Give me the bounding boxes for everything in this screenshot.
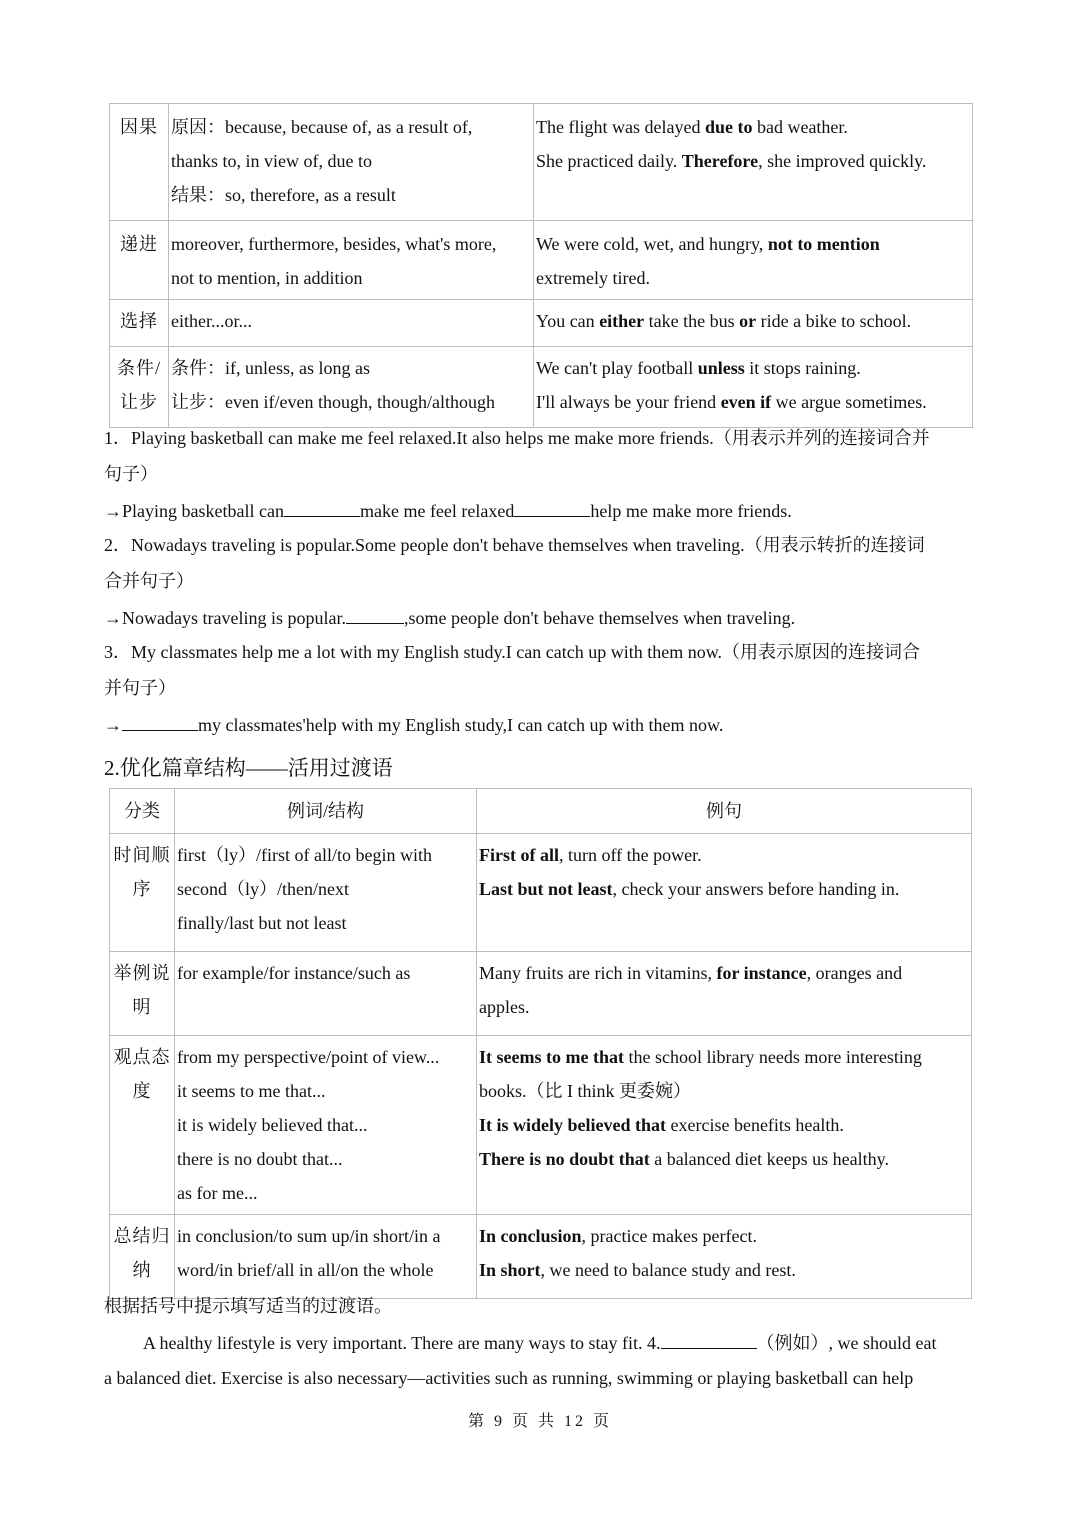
- example-text: , we need to balance study and rest.: [540, 1260, 796, 1280]
- keyword: Last but not least: [479, 879, 613, 899]
- words-cell: [175, 834, 477, 952]
- answer-text: help me make more friends.: [590, 501, 792, 521]
- example-text: You can: [536, 311, 600, 331]
- answer-text: →: [104, 715, 122, 735]
- example-sentence: [479, 1040, 969, 1074]
- category-cell: [110, 834, 175, 952]
- example-text: bad weather.: [752, 117, 848, 137]
- answer-blank-1[interactable]: [284, 498, 360, 517]
- table-row: [110, 300, 973, 347]
- word-item: not to mention, in addition: [171, 268, 363, 288]
- keyword: even if: [720, 392, 772, 412]
- table-row: [110, 347, 973, 428]
- example-text: She practiced daily.: [536, 151, 682, 171]
- answer-blank-5[interactable]: [661, 1330, 757, 1349]
- word-item: for example/for instance/such as: [177, 963, 411, 983]
- section-heading: 2.优化篇章结构——活用过渡语: [104, 756, 393, 780]
- word-item: it is widely believed that...: [177, 1115, 368, 1135]
- example-sentence: [536, 304, 970, 338]
- example-cell: [477, 952, 972, 1036]
- category-label: 让步: [120, 392, 158, 412]
- example-sentence: [479, 1219, 969, 1253]
- category-label: 时间顺: [113, 845, 171, 865]
- example-text: apples.: [479, 997, 530, 1017]
- passage-instruction: 根据括号中提示填写适当的过渡语。: [104, 1296, 392, 1316]
- word-item: 条件：if, unless, as long as: [171, 358, 370, 378]
- passage-line-2: a balanced diet. Exercise is also necessary—activities such as running, swimming or playing basketball can help: [104, 1368, 914, 1388]
- example-text: , turn off the power.: [558, 845, 702, 865]
- category-cell: [110, 104, 169, 221]
- category-cell: [110, 221, 169, 300]
- category-label: 观点态: [113, 1047, 171, 1067]
- exercise-2-prompt-cont: 合并句子）: [104, 571, 194, 591]
- words-cell: [169, 300, 534, 347]
- example-sentence: [536, 110, 970, 144]
- example-text: the school library needs more interesting: [623, 1047, 922, 1067]
- category-label: 递进: [120, 234, 158, 254]
- keyword: In conclusion: [479, 1226, 582, 1246]
- example-sentence: [479, 872, 969, 906]
- example-text: a balanced diet keeps us healthy.: [649, 1149, 889, 1169]
- example-sentence: [479, 1142, 969, 1176]
- example-cell: [534, 221, 973, 300]
- exercise-1-prompt: 1．Playing basketball can make me feel relaxed.It also helps me make more friends.（用表示并列的连接词合并: [104, 428, 930, 448]
- keyword: It is widely believed that: [479, 1115, 666, 1135]
- example-sentence: [479, 1253, 969, 1287]
- keyword: Therefore: [681, 151, 759, 171]
- words-cell: [175, 1215, 477, 1299]
- word-item: there is no doubt that...: [177, 1149, 343, 1169]
- example-sentence: [536, 144, 970, 178]
- word-item: word/in brief/all in all/on the whole: [177, 1260, 434, 1280]
- table-row: [110, 221, 973, 300]
- exercise-3-answer: [104, 711, 723, 739]
- words-cell: [175, 952, 477, 1036]
- answer-text: →Playing basketball can: [104, 501, 284, 521]
- table-row: [110, 104, 973, 221]
- category-label: 总结归: [113, 1226, 171, 1246]
- category-label: 选择: [120, 311, 158, 331]
- example-text: We were cold, wet, and hungry,: [536, 234, 768, 254]
- words-cell: [169, 104, 534, 221]
- word-item: either...or...: [171, 311, 252, 331]
- word-item: 原因：because, because of, as a result of,: [171, 117, 473, 137]
- exercise-3-prompt-cont: 并句子）: [104, 678, 176, 698]
- keyword: either: [599, 311, 645, 331]
- word-item: finally/last but not least: [177, 913, 347, 933]
- category-cell: [110, 1215, 175, 1299]
- example-sentence: [536, 385, 970, 419]
- answer-text: →Nowadays traveling is popular.: [104, 608, 346, 628]
- category-cell: [110, 1036, 175, 1215]
- connectives-table: [109, 103, 973, 428]
- example-text: Many fruits are rich in vitamins,: [479, 963, 717, 983]
- example-sentence: [536, 351, 970, 385]
- example-text: books.（比 I think 更委婉）: [479, 1081, 692, 1101]
- exercise-1-prompt-cont: 句子）: [104, 464, 158, 484]
- exercise-2-prompt: 2．Nowadays traveling is popular.Some people don't behave themselves when traveling.（用表示转折的连接词: [104, 535, 925, 555]
- keyword: not to mention: [767, 234, 880, 254]
- keyword: due to: [704, 117, 753, 137]
- example-sentence: [479, 838, 969, 872]
- category-cell: [110, 300, 169, 347]
- table-row: [110, 1215, 972, 1299]
- example-sentence: [536, 227, 970, 261]
- answer-blank-4[interactable]: [122, 712, 198, 731]
- exercise-2-answer: [104, 604, 795, 632]
- example-cell: [534, 300, 973, 347]
- words-cell: [169, 221, 534, 300]
- table-header-row: [110, 789, 972, 834]
- keyword: First of all: [479, 845, 559, 865]
- table-row: [110, 952, 972, 1036]
- word-item: it seems to me that...: [177, 1081, 326, 1101]
- answer-blank-3[interactable]: [346, 605, 404, 624]
- word-item: thanks to, in view of, due to: [171, 151, 372, 171]
- passage-text: A healthy lifestyle is very important. There are many ways to stay fit. 4.: [143, 1333, 661, 1353]
- category-cell: [110, 952, 175, 1036]
- word-item: as for me...: [177, 1183, 258, 1203]
- category-label: 举例说: [113, 963, 171, 983]
- category-cell: [110, 347, 169, 428]
- example-cell: [534, 347, 973, 428]
- word-item: second（ly）/then/next: [177, 879, 349, 899]
- example-text: , practice makes perfect.: [581, 1226, 757, 1246]
- example-cell: [477, 1215, 972, 1299]
- example-text: The flight was delayed: [536, 117, 705, 137]
- word-item: 结果：so, therefore, as a result: [171, 185, 396, 205]
- keyword: It seems to me that: [479, 1047, 624, 1067]
- category-label: 明: [132, 997, 152, 1017]
- header-category: 分类: [110, 789, 175, 834]
- word-item: 让步：even if/even though, though/although: [171, 392, 495, 412]
- example-sentence: [479, 956, 969, 990]
- word-item: first（ly）/first of all/to begin with: [177, 845, 432, 865]
- answer-text: ,some people don't behave themselves when traveling.: [403, 608, 796, 628]
- example-text: exercise benefits health.: [666, 1115, 844, 1135]
- example-cell: [477, 1036, 972, 1215]
- example-cell: [477, 834, 972, 952]
- page-number: 第 9 页 共 12 页: [467, 1413, 612, 1430]
- example-text: I'll always be your friend: [536, 392, 721, 412]
- example-sentence: [536, 261, 970, 295]
- exercise-3-prompt: 3．My classmates help me a lot with my English study.I can catch up with them now.（用表示原因的连接词合: [104, 642, 921, 662]
- category-label: 条件/: [116, 358, 161, 378]
- word-item: moreover, furthermore, besides, what's more,: [171, 234, 497, 254]
- example-text: take the bus: [644, 311, 740, 331]
- category-label: 因果: [120, 117, 158, 137]
- keyword: There is no doubt that: [479, 1149, 650, 1169]
- example-text: , oranges and: [806, 963, 903, 983]
- example-text: it stops raining.: [744, 358, 861, 378]
- example-text: we argue sometimes.: [771, 392, 927, 412]
- example-sentence: [479, 1074, 969, 1108]
- table-row: [110, 834, 972, 952]
- example-sentence: [479, 990, 969, 1024]
- words-cell: [175, 1036, 477, 1215]
- passage-text: （例如）, we should eat: [756, 1333, 937, 1353]
- answer-blank-2[interactable]: [514, 498, 590, 517]
- example-text: We can't play football: [536, 358, 698, 378]
- transitions-table: [109, 788, 972, 1299]
- word-item: from my perspective/point of view...: [177, 1047, 440, 1067]
- category-label: 度: [132, 1081, 152, 1101]
- category-label: 纳: [132, 1260, 152, 1280]
- keyword: In short: [479, 1260, 541, 1280]
- example-text: extremely tired.: [536, 268, 650, 288]
- example-text: , check your answers before handing in.: [612, 879, 900, 899]
- answer-text: my classmates'help with my English study,I can catch up with them now.: [198, 715, 724, 735]
- words-cell: [169, 347, 534, 428]
- table-row: [110, 1036, 972, 1215]
- keyword: for instance: [716, 963, 807, 983]
- passage-line-1: [143, 1329, 937, 1357]
- answer-text: make me feel relaxed: [359, 501, 515, 521]
- keyword: unless: [697, 358, 745, 378]
- keyword: or: [739, 311, 757, 331]
- header-examples: 例句: [477, 789, 972, 834]
- example-cell: [534, 104, 973, 221]
- word-item: in conclusion/to sum up/in short/in a: [177, 1226, 441, 1246]
- category-label: 序: [132, 879, 152, 899]
- example-text: ride a bike to school.: [756, 311, 912, 331]
- header-words: 例词/结构: [175, 789, 477, 834]
- example-sentence: [479, 1108, 969, 1142]
- exercise-1-answer: [104, 497, 792, 525]
- example-text: , she improved quickly.: [758, 151, 927, 171]
